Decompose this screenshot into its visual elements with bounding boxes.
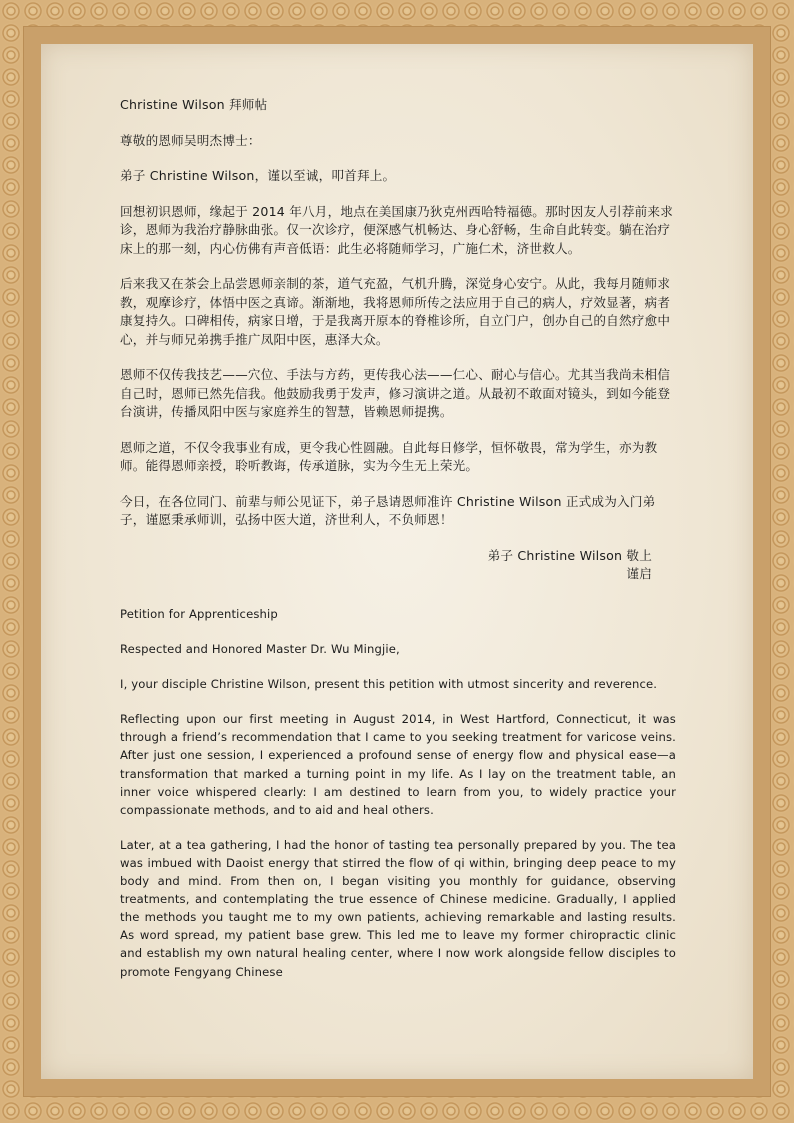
paragraph-zh-6: 今日，在各位同门、前辈与师公见证下，弟子恳请恩师准许 Christine Wilson 正式成为入门弟子，谨愿秉承师训，弘扬中医大道，济世利人，不负师恩！ [120, 493, 656, 527]
paragraph-zh-1: 弟子 Christine Wilson，谨以至诚，叩首拜上。 [120, 168, 396, 183]
paragraph-zh-3: 后来我又在茶会上品尝恩师亲制的茶，道气充盈，气机升腾，深觉身心安宁。从此，我每月随师求教，观摩诊疗，体悟中医之真谛。渐渐地，我将恩师所传之法应用于自己的病人，疗效显著，病者康复持久。口碑相传，病家日增，于是我离开原本的脊椎诊所，自立门户，创办自己的自然疗愈中心，并与师兄弟携手推广凤阳中医，惠泽大众。 [120, 276, 671, 347]
paragraph-en-3: Later, at a tea gathering, I had the honor of tasting tea personally prepared by you. The tea was imbued with Daoist energy that stirred the flow of qi within, bringing deep peace to my body and mind. From then on, I began visiting you monthly for guidance, observing treatments, and contemplating the true essence of Chinese medicine. Gradually, I applied the methods you taught me to my own patients, achieving remarkable and lasting results. As word spread, my patient base grew. This led me to leave my former chiropractic clinic and establish my own natural healing center, where I now work alongside fellow disciples to promote Fengyang Chinese [120, 837, 676, 979]
closing-zh: 谨启 [626, 566, 652, 581]
paragraph-zh-4: 恩师不仅传我技艺——穴位、手法与方药，更传我心法——仁心、耐心与信心。尤其当我尚未相信自己时，恩师已然先信我。他鼓励我勇于发声，修习演讲之道。从最初不敢面对镜头，到如今能登台演讲，传播凤阳中医与家庭养生的智慧，皆赖恩师提携。 [120, 367, 671, 419]
letter-title-zh: Christine Wilson 拜师帖 [120, 97, 268, 112]
english-letter [120, 605, 676, 998]
chinese-letter [120, 96, 676, 588]
paragraph-en-2: Reflecting upon our first meeting in August 2014, in West Hartford, Connecticut, it was through a friend’s recommendation that I came to you seeking treatment for varicose veins. After just one session, I experienced a profound sense of energy flow and physical ease—a transformation that marked a turning point in my life. As I lay on the treatment table, an inner voice whispered clearly: I am destined to learn from you, to widely practice your compassionate methods, and to aid and heal others. [120, 712, 676, 817]
signature-zh: 弟子 Christine Wilson 敬上 [487, 547, 652, 563]
salutation-zh: 尊敬的恩师吴明杰博士： [120, 132, 261, 148]
salutation-en: Respected and Honored Master Dr. Wu Mingjie, [120, 642, 400, 657]
letter-title-en: Petition for Apprenticeship [120, 607, 278, 621]
paragraph-en-1: I, your disciple Christine Wilson, present this petition with utmost sincerity and reverence. [120, 677, 658, 692]
paragraph-zh-5: 恩师之道，不仅令我事业有成，更令我心性圆融。自此每日修学，恒怀敬畏，常为学生，亦为教师。能得恩师亲授，聆听教诲，传承道脉，实为今生无上荣光。 [120, 439, 658, 473]
paragraph-zh-2: 回想初识恩师，缘起于 2014 年八月，地点在美国康乃狄克州西哈特福德。那时因友人引荐前来求诊，恩师为我治疗静脉曲张。仅一次诊疗，便深感气机畅达、身心舒畅，生命自此转变。躺在治疗床上的那一刻，内心仿佛有声音低语：此生必将随师学习，广施仁术，济世救人。 [120, 203, 674, 256]
